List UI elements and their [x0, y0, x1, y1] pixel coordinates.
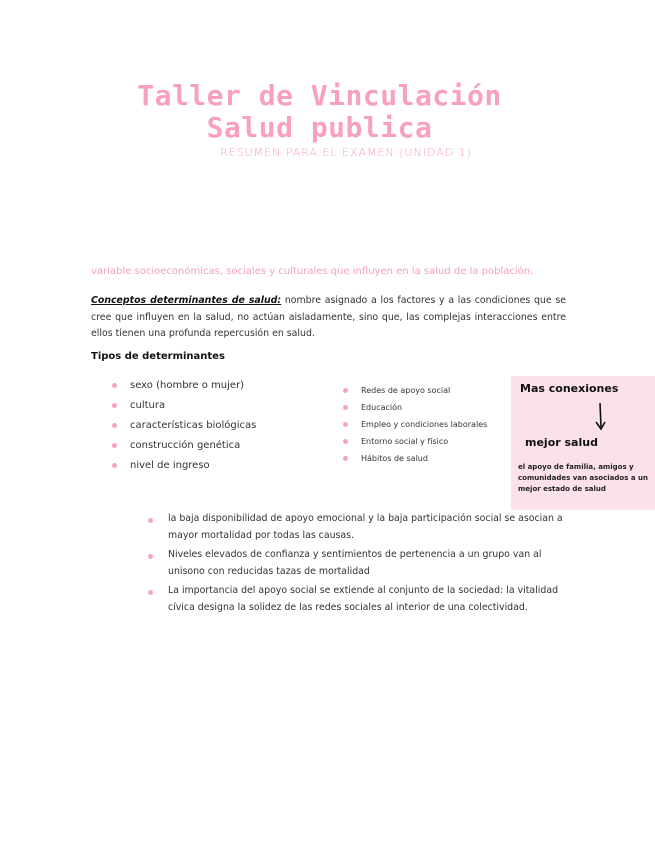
determinants-list-left	[112, 376, 256, 476]
bullet-icon	[148, 590, 153, 595]
list-item-text: construcción genética	[130, 440, 241, 451]
list-item	[112, 416, 256, 436]
list-item-text: cultura	[130, 400, 166, 411]
list-item	[343, 450, 487, 467]
concepts-paragraph	[91, 293, 566, 343]
arrow-down-icon	[593, 402, 607, 432]
intro-text: variable socioeconómicas, sociales y culturales que influyen en la salud de la población.	[91, 266, 534, 277]
bullet-icon	[112, 443, 117, 448]
list-item-text: nivel de ingreso	[130, 460, 210, 471]
bullet-icon	[112, 423, 117, 428]
bullet-icon	[148, 554, 153, 559]
subtitle: RESUMEN PARA EL EXAMEN (UNIDAD 1)	[220, 146, 473, 159]
list-item-text: Redes de apoyo social	[361, 386, 451, 395]
list-item-text: la baja disponibilidad de apoyo emocional y la baja participación social se asocian a mayor mortalidad por todas las causas.	[168, 513, 563, 541]
side-box-heading: Mas conexiones	[520, 382, 619, 395]
bullet-icon	[112, 463, 117, 468]
list-item	[112, 456, 256, 476]
bullet-icon	[112, 403, 117, 408]
bullet-icon	[343, 439, 348, 444]
list-item	[148, 510, 568, 544]
list-item	[343, 416, 487, 433]
list-item	[112, 376, 256, 396]
side-box-result: mejor salud	[525, 436, 598, 449]
list-item	[343, 399, 487, 416]
list-item	[112, 396, 256, 416]
title-line-2: Salud publica	[206, 111, 433, 144]
concepts-term: Conceptos determinantes de salud:	[91, 295, 282, 306]
bottom-points-list	[148, 510, 568, 618]
determinants-list-right	[343, 382, 487, 467]
side-box-note: el apoyo de familia, amigos y comunidades van asociados a un mejor estado de salud	[518, 463, 648, 493]
concepts-definition: nombre asignado a los factores y a las condiciones que se cree que influyen en la salud, no actúan aisladamente, sino que, las complejas interacciones entre ellos tienen una profunda repercusión en salud.	[91, 295, 566, 339]
title-line-1: Taller de Vinculación	[137, 79, 502, 112]
bullet-icon	[148, 518, 153, 523]
bullet-icon	[343, 388, 348, 393]
list-item-text: La importancia del apoyo social se extiende al conjunto de la sociedad: la vitalidad cívica designa la solidez de las redes sociales al interior de una colectividad.	[168, 585, 559, 613]
list-item	[343, 382, 487, 399]
list-item-text: características biológicas	[130, 420, 257, 431]
list-item	[148, 546, 568, 580]
bullet-icon	[343, 456, 348, 461]
list-item	[343, 433, 487, 450]
list-item-text: Niveles elevados de confianza y sentimientos de pertenencia a un grupo van al unisono con reducidas tazas de mortalidad	[168, 549, 542, 577]
list-item-text: Educación	[361, 403, 403, 412]
bullet-icon	[343, 422, 348, 427]
list-item-text: sexo (hombre o mujer)	[130, 380, 245, 391]
list-item-text: Hábitos de salud	[361, 454, 428, 463]
side-note-box	[511, 376, 655, 510]
bullet-icon	[343, 405, 348, 410]
list-item	[148, 582, 568, 616]
list-item-text: Entorno social y físico	[361, 437, 449, 446]
list-item	[112, 436, 256, 456]
list-item-text: Empleo y condiciones laborales	[361, 420, 488, 429]
tipos-heading: Tipos de determinantes	[91, 351, 225, 362]
bullet-icon	[112, 383, 117, 388]
